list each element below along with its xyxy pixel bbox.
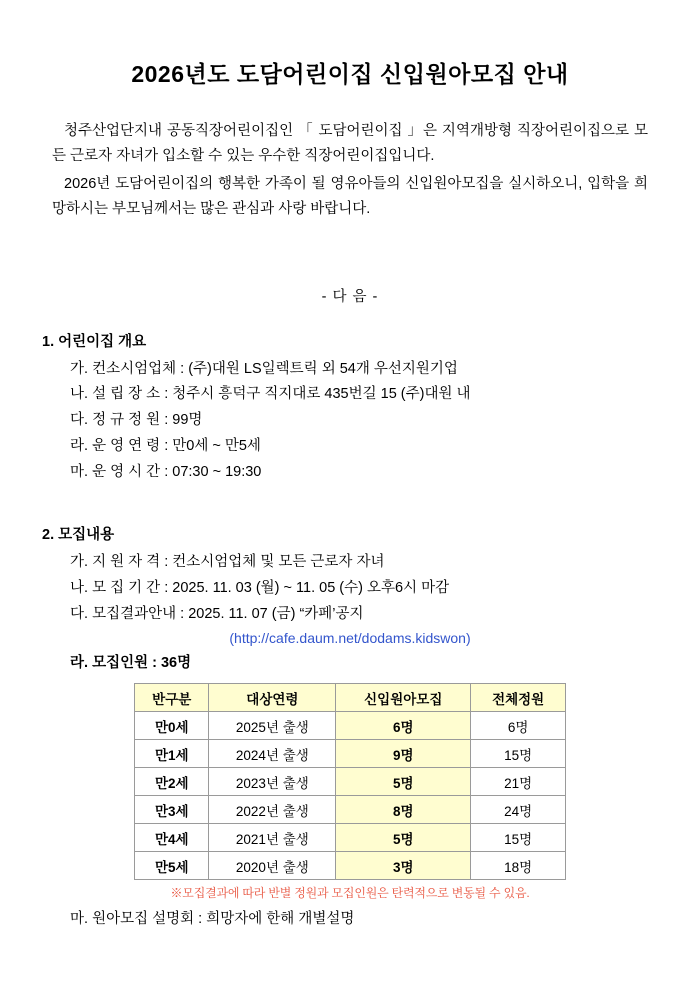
cell-total: 6명: [471, 712, 566, 740]
list-item: 나. 모 집 기 간 : 2025. 11. 03 (월) ~ 11. 05 (수) 오후6시 마감: [70, 580, 450, 597]
table-note: ※모집결과에 따라 반별 정원과 모집인원은 탄력적으로 변동될 수 있음.: [170, 886, 530, 901]
cell-age: 2025년 출생: [209, 712, 336, 740]
table-header-row: [135, 684, 566, 712]
cell-age: 2020년 출생: [209, 852, 336, 880]
table-row: [135, 712, 566, 740]
table-row: [135, 768, 566, 796]
table-row: [135, 824, 566, 852]
cell-total: 24명: [471, 796, 566, 824]
cell-age: 2021년 출생: [209, 824, 336, 852]
cell-new: 3명: [336, 852, 471, 880]
cell-class: 만4세: [135, 824, 209, 852]
cell-class: 만0세: [135, 712, 209, 740]
cell-class: 만1세: [135, 740, 209, 768]
cell-age: 2023년 출생: [209, 768, 336, 796]
column-header-total: 전체정원: [471, 684, 566, 712]
cell-new: 5명: [336, 768, 471, 796]
spacer: [40, 225, 660, 271]
page-title: 2026년도 도담어린이집 신입원아모집 안내: [131, 61, 569, 87]
list-item: 마. 운 영 시 간 : 07:30 ~ 19:30: [70, 463, 262, 480]
cell-class: 만3세: [135, 796, 209, 824]
cafe-link[interactable]: (http://cafe.daum.net/dodams.kidswon): [229, 629, 471, 646]
table-row: [135, 740, 566, 768]
section-overview-heading: 1. 어린이집 개요: [42, 333, 147, 350]
cell-total: 18명: [471, 852, 566, 880]
list-item: 가. 지 원 자 격 : 컨소시엄업체 및 모든 근로자 자녀: [70, 554, 385, 571]
cell-new: 9명: [336, 740, 471, 768]
cell-age: 2024년 출생: [209, 740, 336, 768]
list-item: 다. 정 규 정 원 : 99명: [70, 412, 203, 429]
cell-class: 만5세: [135, 852, 209, 880]
section-recruitment-items: [40, 550, 660, 627]
table-head: [135, 684, 566, 712]
info-session-item: 마. 원아모집 설명회 : 희망자에 한해 개별설명: [70, 911, 355, 928]
divider-text: - 다 음 -: [321, 288, 379, 305]
list-item: 가. 컨소시엄업체 : (주)대원 LS일렉트릭 외 54개 우선지원기업: [70, 360, 458, 377]
intro-paragraph-2: 2026년 도담어린이집의 행복한 가족이 될 영유아들의 신입원아모집을 실시하오니, 입학을 희망하시는 부모님께서는 많은 관심과 사랑 바랍니다.: [52, 175, 648, 218]
quota-heading: 라. 모집인원 : 36명: [70, 654, 192, 671]
column-header-age: 대상연령: [209, 684, 336, 712]
spacer: [40, 495, 660, 523]
section-overview-items: [40, 357, 660, 486]
cell-age: 2022년 출생: [209, 796, 336, 824]
cell-total: 21명: [471, 768, 566, 796]
table-row: [135, 796, 566, 824]
quota-table: [134, 683, 566, 880]
intro-paragraph-1: 청주산업단지내 공동직장어린이집인 「 도담어린이집 」은 지역개방형 직장어린이집으로 모든 근로자 자녀가 입소할 수 있는 우수한 직장어린이집입니다.: [52, 123, 648, 165]
cell-total: 15명: [471, 740, 566, 768]
cell-new: 8명: [336, 796, 471, 824]
list-item: 다. 모집결과안내 : 2025. 11. 07 (금) “카페’공지: [70, 606, 364, 623]
cell-total: 15명: [471, 824, 566, 852]
section-recruitment-heading: 2. 모집내용: [42, 527, 115, 544]
column-header-new: 신입원아모집: [336, 684, 471, 712]
section-overview: [40, 330, 660, 486]
section-recruitment: [40, 523, 660, 928]
intro-block: [52, 119, 648, 223]
table-row: [135, 852, 566, 880]
column-header-class: 반구분: [135, 684, 209, 712]
table-body: [135, 712, 566, 880]
cell-new: 5명: [336, 824, 471, 852]
cell-new: 6명: [336, 712, 471, 740]
list-item: 나. 설 립 장 소 : 청주시 흥덕구 직지대로 435번길 15 (주)대원 내: [70, 386, 471, 403]
cell-class: 만2세: [135, 768, 209, 796]
list-item: 라. 운 영 연 령 : 만0세 ~ 만5세: [70, 437, 261, 454]
